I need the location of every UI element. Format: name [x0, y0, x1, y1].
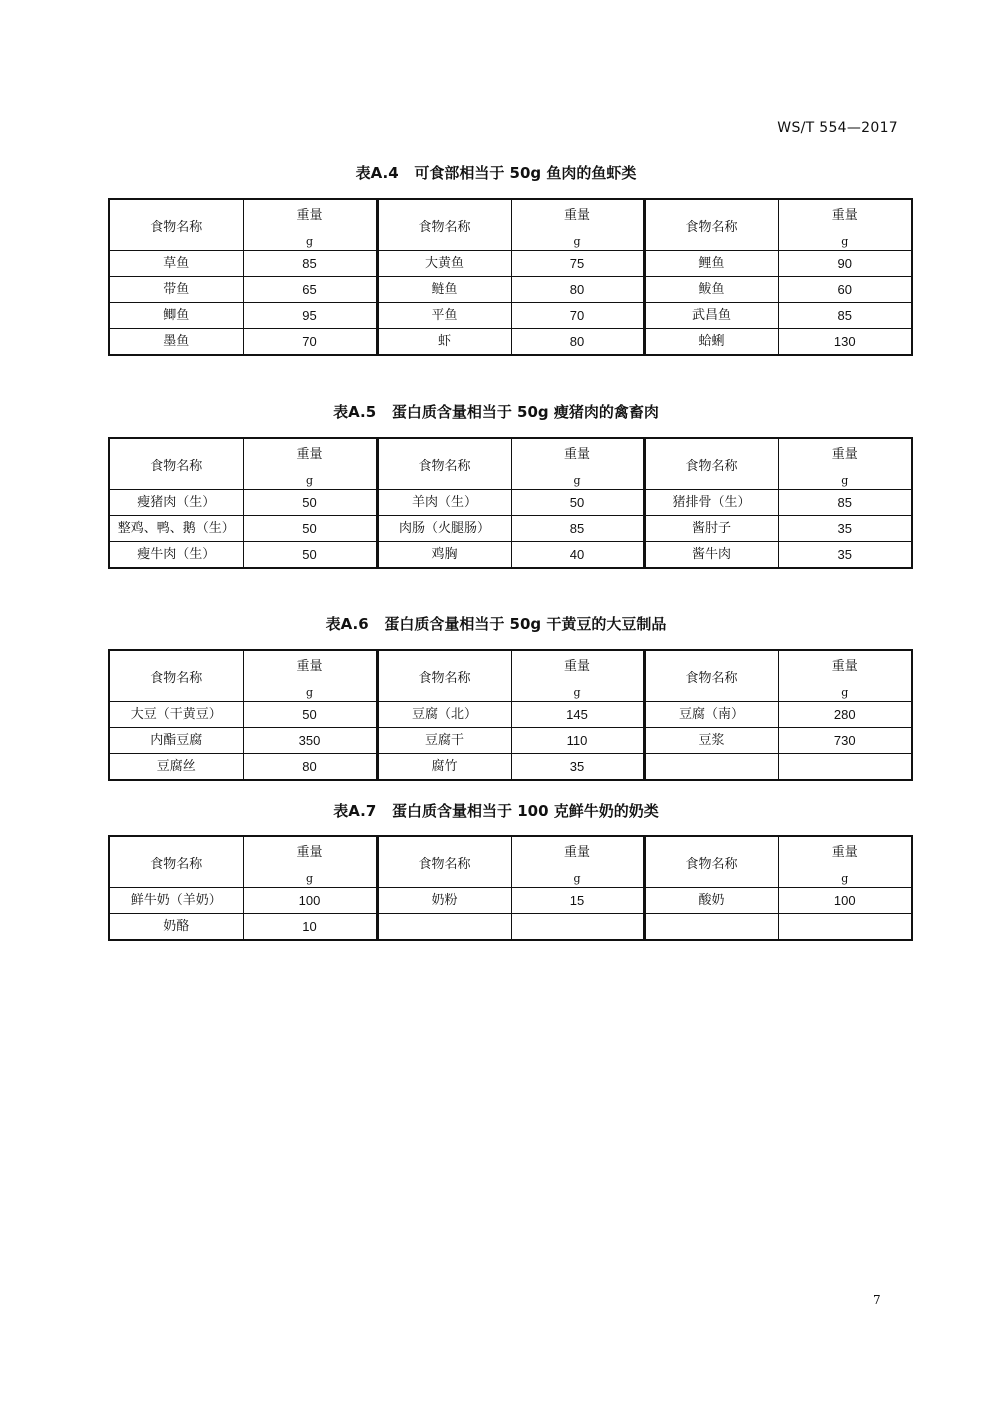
food-name-cell: 鸡胸: [377, 542, 511, 569]
weight-header: [511, 650, 644, 702]
weight-cell: 35: [778, 542, 912, 569]
table-caption-a5: 表A.5 蛋白质含量相当于 50g 瘦猪肉的禽畜肉: [333, 403, 659, 421]
weight-cell: [778, 754, 912, 781]
weight-cell: 350: [243, 728, 377, 754]
table-caption-a6: 表A.6 蛋白质含量相当于 50g 干黄豆的大豆制品: [325, 615, 667, 633]
weight-cell: [778, 914, 912, 941]
food-name-header: 食物名称: [109, 836, 243, 888]
food-name-cell: 大黄鱼: [377, 251, 511, 277]
weight-cell: 80: [511, 329, 644, 356]
table-row: [109, 516, 912, 542]
weight-unit: g: [573, 872, 581, 885]
weight-cell: 80: [511, 277, 644, 303]
weight-unit: g: [573, 235, 581, 248]
weight-label: 重量: [296, 208, 323, 223]
weight-label: 重量: [563, 447, 590, 462]
weight-cell: 85: [778, 303, 912, 329]
weight-label: 重量: [831, 447, 858, 462]
weight-cell: 10: [243, 914, 377, 941]
weight-label: 重量: [831, 845, 858, 860]
food-name-cell: 大豆（干黄豆）: [109, 702, 243, 728]
table-row: [109, 277, 912, 303]
weight-cell: 90: [778, 251, 912, 277]
weight-header: [778, 199, 912, 251]
food-name-cell: 整鸡、鸭、鹅（生）: [109, 516, 243, 542]
food-name-cell: 酱牛肉: [644, 542, 778, 569]
weight-unit: g: [841, 686, 849, 699]
food-name-cell: [644, 914, 778, 941]
food-name-cell: 酱肘子: [644, 516, 778, 542]
food-name-cell: 草鱼: [109, 251, 243, 277]
food-name-header: 食物名称: [377, 199, 511, 251]
food-name-cell: 武昌鱼: [644, 303, 778, 329]
food-name-cell: 鲢鱼: [377, 277, 511, 303]
food-name-cell: [377, 914, 511, 941]
weight-header: [243, 438, 377, 490]
weight-cell: 70: [511, 303, 644, 329]
food-name-cell: 豆腐干: [377, 728, 511, 754]
page-number: 7: [873, 1293, 881, 1307]
weight-label: 重量: [831, 659, 858, 674]
weight-cell: 100: [778, 888, 912, 914]
table-row: [109, 542, 912, 569]
food-name-header: 食物名称: [109, 650, 243, 702]
weight-cell: 60: [778, 277, 912, 303]
standard-code: WS/T 554—2017: [777, 120, 898, 136]
table-row: [109, 888, 912, 914]
weight-cell: 145: [511, 702, 644, 728]
weight-header: [243, 836, 377, 888]
table-row: [109, 303, 912, 329]
weight-header: [778, 650, 912, 702]
table-a5: [108, 437, 913, 569]
food-name-header: 食物名称: [377, 836, 511, 888]
food-name-cell: 内酯豆腐: [109, 728, 243, 754]
food-name-header: 食物名称: [644, 199, 778, 251]
weight-unit: g: [305, 686, 314, 699]
table-row: [109, 702, 912, 728]
weight-unit: g: [841, 872, 849, 885]
weight-cell: 65: [243, 277, 377, 303]
weight-cell: 95: [243, 303, 377, 329]
weight-cell: 110: [511, 728, 644, 754]
table-caption-a4: 表A.4 可食部相当于 50g 鱼肉的鱼虾类: [355, 164, 637, 182]
food-name-cell: 蛤蜊: [644, 329, 778, 356]
table-caption-a7: 表A.7 蛋白质含量相当于 100 克鲜牛奶的奶类: [333, 802, 659, 820]
weight-cell: 280: [778, 702, 912, 728]
food-name-cell: 平鱼: [377, 303, 511, 329]
table-row: [109, 490, 912, 516]
weight-header: [778, 836, 912, 888]
food-name-cell: 鲅鱼: [644, 277, 778, 303]
weight-label: 重量: [296, 845, 323, 860]
weight-cell: 75: [511, 251, 644, 277]
table-row: [109, 251, 912, 277]
food-name-header: 食物名称: [644, 650, 778, 702]
weight-cell: 85: [243, 251, 377, 277]
weight-cell: [511, 914, 644, 941]
food-name-cell: 肉肠（火腿肠）: [377, 516, 511, 542]
food-name-cell: 酸奶: [644, 888, 778, 914]
weight-cell: 85: [511, 516, 644, 542]
table-header-row: [109, 199, 912, 251]
weight-header: [511, 438, 644, 490]
weight-cell: 85: [778, 490, 912, 516]
food-name-header: 食物名称: [377, 650, 511, 702]
food-name-cell: 鲜牛奶（羊奶）: [109, 888, 243, 914]
weight-unit: g: [305, 235, 314, 248]
weight-label: 重量: [563, 659, 590, 674]
table-a6: [108, 649, 913, 781]
weight-header: [511, 836, 644, 888]
table-row: [109, 728, 912, 754]
food-name-cell: 豆腐丝: [109, 754, 243, 781]
food-name-cell: 豆腐（南）: [644, 702, 778, 728]
weight-cell: 50: [511, 490, 644, 516]
weight-cell: 50: [243, 516, 377, 542]
weight-unit: g: [573, 686, 581, 699]
weight-cell: 50: [243, 542, 377, 569]
weight-unit: g: [841, 235, 849, 248]
table-row: [109, 329, 912, 356]
weight-label: 重量: [296, 447, 323, 462]
food-name-cell: 豆腐（北）: [377, 702, 511, 728]
weight-cell: 50: [243, 702, 377, 728]
weight-unit: g: [841, 474, 849, 487]
food-name-cell: 瘦猪肉（生）: [109, 490, 243, 516]
weight-cell: 15: [511, 888, 644, 914]
food-name-cell: [644, 754, 778, 781]
food-name-cell: 鲤鱼: [644, 251, 778, 277]
table-row: [109, 754, 912, 781]
weight-cell: 730: [778, 728, 912, 754]
food-name-header: 食物名称: [644, 438, 778, 490]
weight-unit: g: [573, 474, 581, 487]
weight-cell: 70: [243, 329, 377, 356]
food-name-header: 食物名称: [109, 199, 243, 251]
weight-label: 重量: [563, 208, 590, 223]
weight-cell: 130: [778, 329, 912, 356]
food-name-cell: 虾: [377, 329, 511, 356]
food-name-cell: 墨鱼: [109, 329, 243, 356]
food-name-cell: 鲫鱼: [109, 303, 243, 329]
weight-label: 重量: [563, 845, 590, 860]
weight-cell: 35: [511, 754, 644, 781]
weight-cell: 35: [778, 516, 912, 542]
table-header-row: [109, 438, 912, 490]
food-name-cell: 奶粉: [377, 888, 511, 914]
weight-cell: 100: [243, 888, 377, 914]
food-name-cell: 奶酪: [109, 914, 243, 941]
table-header-row: [109, 650, 912, 702]
food-name-cell: 腐竹: [377, 754, 511, 781]
table-row: [109, 914, 912, 941]
weight-unit: g: [305, 872, 314, 885]
weight-header: [243, 199, 377, 251]
food-name-cell: 瘦牛肉（生）: [109, 542, 243, 569]
food-name-header: 食物名称: [109, 438, 243, 490]
weight-header: [243, 650, 377, 702]
weight-header: [778, 438, 912, 490]
weight-header: [511, 199, 644, 251]
food-name-cell: 豆浆: [644, 728, 778, 754]
weight-label: 重量: [831, 208, 858, 223]
table-a7: [108, 835, 913, 941]
weight-unit: g: [305, 474, 314, 487]
weight-cell: 40: [511, 542, 644, 569]
food-name-header: 食物名称: [644, 836, 778, 888]
food-name-cell: 猪排骨（生）: [644, 490, 778, 516]
table-a4: [108, 198, 913, 356]
table-header-row: [109, 836, 912, 888]
weight-label: 重量: [296, 659, 323, 674]
food-name-cell: 羊肉（生）: [377, 490, 511, 516]
food-name-cell: 带鱼: [109, 277, 243, 303]
weight-cell: 80: [243, 754, 377, 781]
weight-cell: 50: [243, 490, 377, 516]
food-name-header: 食物名称: [377, 438, 511, 490]
